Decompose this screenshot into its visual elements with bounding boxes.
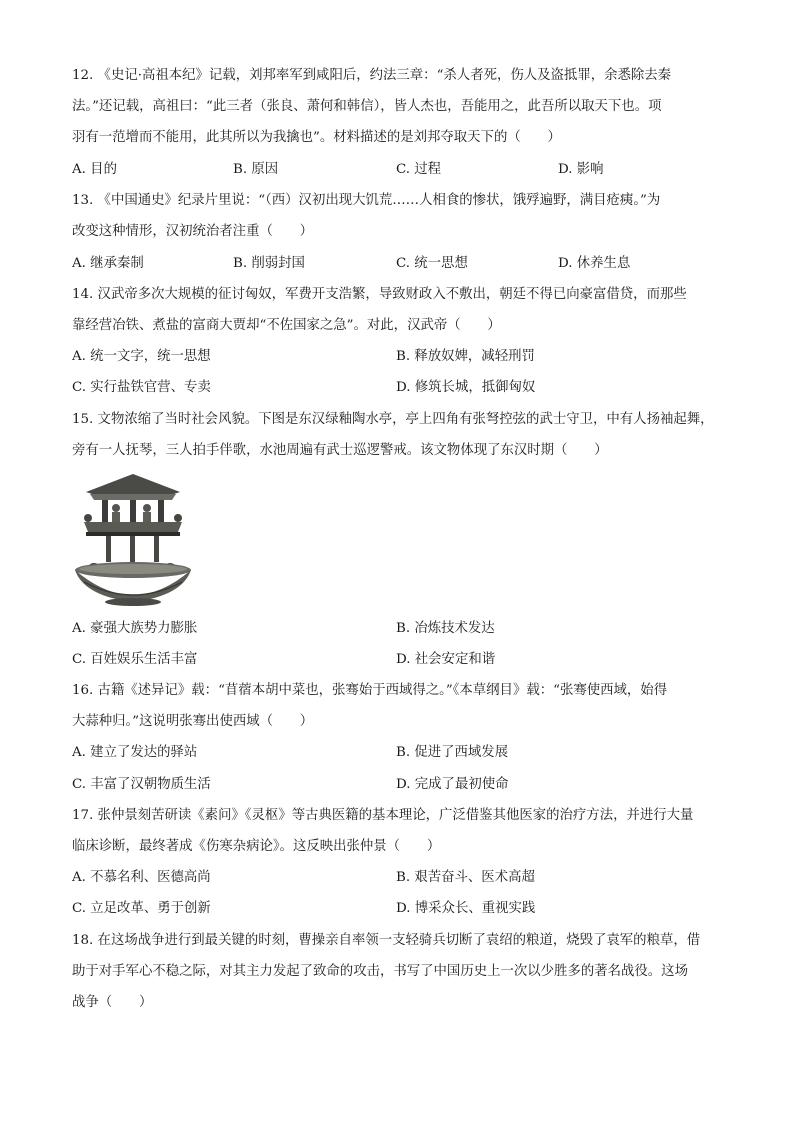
- q13-option-b[interactable]: B. 削弱封国: [233, 256, 305, 271]
- q14-option-c[interactable]: C. 实行盐铁官营、专卖: [72, 380, 211, 395]
- q18-line-3: 战争（ ）: [72, 995, 153, 1010]
- q18-line-1: 18. 在这场战争进行到最关键的时刻，曹操亲自率领一支轻骑兵切断了袁绍的粮道，烧毁了袁军的粮草，借: [72, 933, 701, 948]
- q13-line-1: 13. 《中国通史》纪录片里说：“（西）汉初出现大饥荒……人相食的惨状，饿殍遍野，满目疮痍。”为: [72, 193, 661, 208]
- q13-option-a[interactable]: A. 继承秦制: [72, 256, 144, 271]
- q17-option-b[interactable]: B. 艰苦奋斗、医术高超: [396, 870, 535, 885]
- q17-option-d[interactable]: D. 博采众长、重视实践: [396, 901, 536, 916]
- q15-line-2: 旁有一人抚琴，三人拍手伴歌，水池周遍有武士巡逻警戒。该文物体现了东汉时期（ ）: [72, 443, 608, 458]
- q15-option-a[interactable]: A. 豪强大族势力膨胀: [72, 621, 198, 636]
- q12-line-1: 12. 《史记·高祖本纪》记载，刘邦率军到咸阳后，约法三章：“杀人者死，伤人及盗抵罪，余悉除去秦: [72, 68, 672, 83]
- q12-line-3: 羽有一范增而不能用，此其所以为我擒也”。材料描述的是刘邦夺取天下的（ ）: [72, 130, 561, 145]
- q12-option-c[interactable]: C. 过程: [396, 162, 442, 177]
- q12-line-2: 法。”还记载，高祖曰：“此三者（张良、萧何和韩信），皆人杰也，吾能用之，此吾所以取天下也。项: [72, 99, 662, 114]
- q12-option-b[interactable]: B. 原因: [233, 162, 279, 177]
- q14-option-b[interactable]: B. 释放奴婢，减轻刑罚: [396, 349, 535, 364]
- q16-option-d[interactable]: D. 完成了最初使命: [396, 777, 509, 792]
- q16-option-c[interactable]: C. 丰富了汉朝物质生活: [72, 777, 211, 792]
- q17-line-2: 临床诊断，最终著成《伤寒杂病论》。这反映出张仲景（ ）: [72, 839, 441, 854]
- q15-option-b[interactable]: B. 冶炼技术发达: [396, 621, 495, 636]
- q12-option-d[interactable]: D. 影响: [558, 162, 604, 177]
- q15-option-d[interactable]: D. 社会安定和谐: [396, 652, 496, 667]
- q14-option-a[interactable]: A. 统一文字，统一思想: [72, 349, 211, 364]
- q16-line-2: 大蒜种归。”这说明张骞出使西域（ ）: [72, 714, 314, 729]
- q14-line-2: 靠经营冶铁、煮盐的富商大贾却“不佐国家之急”。对此，汉武帝（ ）: [72, 318, 501, 333]
- q17-option-a[interactable]: A. 不慕名利、医德高尚: [72, 870, 211, 885]
- green-glazed-pottery-pavilion-image: [72, 470, 194, 608]
- q16-line-1: 16. 古籍《述异记》载：“苜蓿本胡中菜也，张骞始于西域得之。”《本草纲目》载：“张骞使西域，始得: [72, 683, 668, 698]
- q16-option-b[interactable]: B. 促进了西域发展: [396, 745, 509, 760]
- q14-option-d[interactable]: D. 修筑长城，抵御匈奴: [396, 380, 536, 395]
- q13-option-d[interactable]: D. 休养生息: [558, 256, 631, 271]
- q13-option-c[interactable]: C. 统一思想: [396, 256, 468, 271]
- q15-line-1: 15. 文物浓缩了当时社会风貌。下图是东汉绿釉陶水亭，亭上四角有张弩控弦的武士守卫，中有人扬袖起舞，: [72, 412, 714, 427]
- q16-option-a[interactable]: A. 建立了发达的驿站: [72, 745, 198, 760]
- q12-option-a[interactable]: A. 目的: [72, 162, 117, 177]
- q17-option-c[interactable]: C. 立足改革、勇于创新: [72, 901, 211, 916]
- q17-line-1: 17. 张仲景刻苦研读《素问》《灵枢》等古典医籍的基本理论，广泛借鉴其他医家的治疗方法，并进行大量: [72, 808, 694, 823]
- q18-line-2: 助于对手军心不稳之际，对其主力发起了致命的攻击，书写了中国历史上一次以少胜多的著名战役。这场: [72, 964, 688, 979]
- q14-line-1: 14. 汉武帝多次大规模的征讨匈奴，军费开支浩繁，导致财政入不敷出，朝廷不得已向豪富借贷，而那些: [72, 287, 687, 302]
- q13-line-2: 改变这种情形，汉初统治者注重（ ）: [72, 224, 314, 239]
- q15-option-c[interactable]: C. 百姓娱乐生活丰富: [72, 652, 198, 667]
